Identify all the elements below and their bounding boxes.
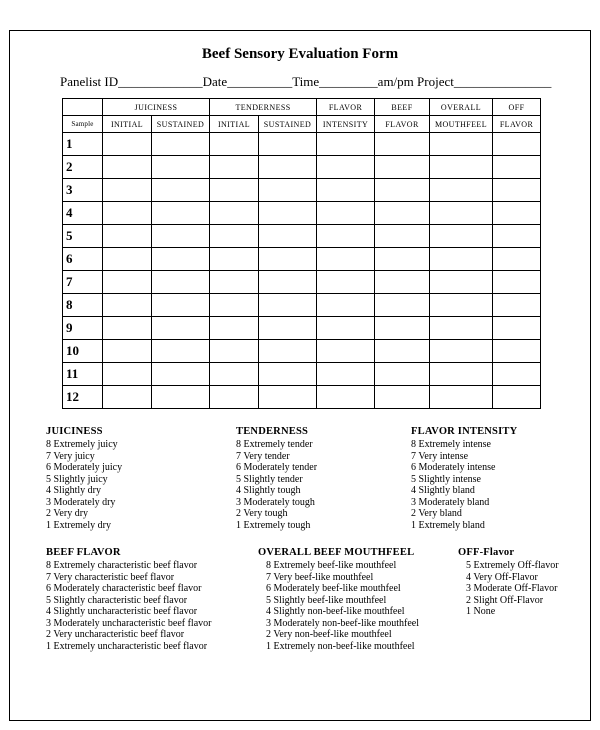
- score-cell-flavor-intensity[interactable]: [317, 179, 375, 202]
- score-cell-overall-mouthfeel[interactable]: [430, 202, 493, 225]
- score-cell-juiciness-initial[interactable]: [103, 133, 152, 156]
- scale-item: 6 Moderately beef-like mouthfeel: [266, 583, 401, 594]
- scale-item: 7 Very beef-like mouthfeel: [266, 571, 374, 583]
- scale-item: 3 Moderately non-beef-like mouthfeel: [266, 617, 419, 629]
- score-cell-tenderness-initial[interactable]: [210, 340, 259, 363]
- scale-items-flavor-intensity: [411, 439, 590, 531]
- score-cell-beef-flavor[interactable]: [375, 271, 430, 294]
- score-cell-flavor-intensity[interactable]: [317, 202, 375, 225]
- score-cell-tenderness-initial[interactable]: [210, 225, 259, 248]
- score-cell-tenderness-sustained[interactable]: [259, 363, 317, 386]
- subheader-tenderness-initial: INITIAL: [210, 116, 259, 133]
- score-cell-off-flavor[interactable]: [493, 386, 541, 409]
- subheader-overall-mouthfeel: MOUTHFEEL: [430, 116, 493, 133]
- table-row: [63, 317, 541, 340]
- sample-number: 1: [63, 133, 103, 156]
- score-cell-off-flavor[interactable]: [493, 202, 541, 225]
- score-cell-flavor-intensity[interactable]: [317, 294, 375, 317]
- scale-item: 6 Moderately juicy: [46, 462, 123, 473]
- scale-item: 3 Moderately uncharacteristic beef flavor: [46, 617, 212, 629]
- scale-title-juiciness: JUICINESS: [46, 426, 103, 437]
- score-cell-beef-flavor[interactable]: [375, 340, 430, 363]
- scale-item: 8 Extremely tender: [236, 439, 313, 450]
- project-field[interactable]: _______________: [453, 74, 552, 89]
- score-cell-flavor-intensity[interactable]: [317, 386, 375, 409]
- score-cell-off-flavor[interactable]: [493, 156, 541, 179]
- panelist-id-label: Panelist ID: [60, 74, 119, 89]
- time-field[interactable]: _________: [319, 74, 378, 89]
- sample-number: 9: [63, 317, 103, 340]
- scale-title-overall-mouthfeel: OVERALL BEEF MOUTHFEEL: [258, 547, 415, 558]
- score-cell-tenderness-sustained[interactable]: [259, 271, 317, 294]
- table-row: [63, 133, 541, 156]
- score-cell-juiciness-initial[interactable]: [103, 156, 152, 179]
- scale-item: 6 Moderately characteristic beef flavor: [46, 583, 202, 594]
- scale-items-juiciness: [46, 439, 236, 531]
- group-header-beef: BEEF: [375, 99, 430, 116]
- scale-item: 7 Very juicy: [46, 450, 95, 462]
- score-cell-flavor-intensity[interactable]: [317, 133, 375, 156]
- score-cell-tenderness-sustained[interactable]: [259, 133, 317, 156]
- table-row: [63, 271, 541, 294]
- ampm-label: am/pm: [377, 74, 414, 89]
- score-cell-beef-flavor[interactable]: [375, 294, 430, 317]
- scale-item: 5 Extremely Off-flavor: [466, 560, 559, 571]
- subheader-flavor-intensity: INTENSITY: [317, 116, 375, 133]
- scale-flavor-intensity: [411, 426, 590, 531]
- score-cell-beef-flavor[interactable]: [375, 363, 430, 386]
- score-cell-overall-mouthfeel[interactable]: [430, 386, 493, 409]
- group-header-row: [63, 99, 541, 116]
- score-cell-overall-mouthfeel[interactable]: [430, 363, 493, 386]
- sample-number: 5: [63, 225, 103, 248]
- form-title: Beef Sensory Evaluation Form: [201, 46, 399, 62]
- scale-item: 1 None: [466, 606, 496, 617]
- score-cell-overall-mouthfeel[interactable]: [430, 317, 493, 340]
- scale-title-off-flavor: OFF-Flavor: [458, 547, 515, 558]
- score-cell-overall-mouthfeel[interactable]: [430, 179, 493, 202]
- scale-item: 8 Extremely beef-like mouthfeel: [266, 560, 397, 571]
- scale-item: 1 Extremely tough: [236, 519, 311, 531]
- header-fill-line: [60, 74, 580, 90]
- scale-item: 6 Moderately intense: [411, 462, 496, 473]
- score-cell-tenderness-initial[interactable]: [210, 133, 259, 156]
- scale-item: 4 Slightly non-beef-like mouthfeel: [266, 606, 405, 617]
- score-cell-flavor-intensity[interactable]: [317, 363, 375, 386]
- score-cell-beef-flavor[interactable]: [375, 225, 430, 248]
- scale-item: 4 Slightly tough: [236, 485, 301, 496]
- score-cell-tenderness-sustained[interactable]: [259, 317, 317, 340]
- score-cell-tenderness-initial[interactable]: [210, 179, 259, 202]
- score-cell-off-flavor[interactable]: [493, 294, 541, 317]
- score-cell-juiciness-sustained[interactable]: [152, 386, 210, 409]
- table-row: [63, 225, 541, 248]
- sample-number: 4: [63, 202, 103, 225]
- score-cell-tenderness-initial[interactable]: [210, 248, 259, 271]
- scale-items-tenderness: [236, 439, 411, 531]
- scale-item: 8 Extremely intense: [411, 439, 491, 450]
- form-page: [9, 30, 591, 721]
- score-cell-beef-flavor[interactable]: [375, 156, 430, 179]
- date-label: Date: [202, 74, 228, 89]
- subheader-juiciness-sustained: SUSTAINED: [152, 116, 210, 133]
- score-cell-tenderness-sustained[interactable]: [259, 340, 317, 363]
- sample-number: 10: [63, 340, 103, 363]
- score-cell-juiciness-sustained[interactable]: [152, 340, 210, 363]
- score-cell-juiciness-sustained[interactable]: [152, 271, 210, 294]
- score-cell-flavor-intensity[interactable]: [317, 271, 375, 294]
- score-cell-juiciness-initial[interactable]: [103, 363, 152, 386]
- score-cell-flavor-intensity[interactable]: [317, 225, 375, 248]
- scale-item: 5 Slightly characteristic beef flavor: [46, 594, 188, 606]
- score-cell-tenderness-sustained[interactable]: [259, 156, 317, 179]
- scale-item: 7 Very intense: [411, 450, 469, 462]
- score-cell-juiciness-initial[interactable]: [103, 202, 152, 225]
- table-row: [63, 363, 541, 386]
- scale-item: 5 Slightly juicy: [46, 473, 108, 485]
- subheader-juiciness-initial: INITIAL: [103, 116, 152, 133]
- scales-row-2: [46, 547, 590, 652]
- table-row: [63, 179, 541, 202]
- score-cell-tenderness-initial[interactable]: [210, 363, 259, 386]
- score-cell-off-flavor[interactable]: [493, 317, 541, 340]
- score-cell-juiciness-sustained[interactable]: [152, 317, 210, 340]
- score-cell-off-flavor[interactable]: [493, 133, 541, 156]
- score-cell-juiciness-initial[interactable]: [103, 340, 152, 363]
- score-cell-overall-mouthfeel[interactable]: [430, 225, 493, 248]
- score-cell-overall-mouthfeel[interactable]: [430, 340, 493, 363]
- score-cell-tenderness-initial[interactable]: [210, 202, 259, 225]
- scale-item: 2 Very non-beef-like mouthfeel: [266, 629, 392, 640]
- sample-number: 8: [63, 294, 103, 317]
- score-cell-overall-mouthfeel[interactable]: [430, 156, 493, 179]
- table-row: [63, 340, 541, 363]
- score-cell-juiciness-initial[interactable]: [103, 179, 152, 202]
- scale-item: 5 Slightly tender: [236, 473, 303, 485]
- scale-title-beef-flavor: BEEF FLAVOR: [46, 547, 121, 558]
- scale-title-flavor-intensity: FLAVOR INTENSITY: [411, 426, 518, 437]
- score-cell-juiciness-initial[interactable]: [103, 317, 152, 340]
- score-cell-tenderness-initial[interactable]: [210, 271, 259, 294]
- scale-tenderness: [236, 426, 411, 531]
- score-cell-flavor-intensity[interactable]: [317, 317, 375, 340]
- scale-items-overall-mouthfeel: [258, 560, 458, 652]
- score-cell-off-flavor[interactable]: [493, 248, 541, 271]
- score-cell-tenderness-initial[interactable]: [210, 386, 259, 409]
- scale-juiciness: [46, 426, 236, 531]
- score-cell-tenderness-initial[interactable]: [210, 317, 259, 340]
- sample-number: 3: [63, 179, 103, 202]
- score-cell-flavor-intensity[interactable]: [317, 340, 375, 363]
- score-cell-off-flavor[interactable]: [493, 179, 541, 202]
- score-cell-juiciness-sustained[interactable]: [152, 202, 210, 225]
- score-cell-overall-mouthfeel[interactable]: [430, 133, 493, 156]
- time-label: Time: [292, 74, 320, 89]
- score-cell-beef-flavor[interactable]: [375, 248, 430, 271]
- scale-off-flavor: [458, 547, 590, 652]
- sample-number: 7: [63, 271, 103, 294]
- subheader-beef-flavor: FLAVOR: [375, 116, 430, 133]
- evaluation-table: [62, 98, 541, 409]
- scale-item: 1 Extremely uncharacteristic beef flavor: [46, 640, 208, 652]
- score-cell-tenderness-sustained[interactable]: [259, 202, 317, 225]
- score-cell-juiciness-sustained[interactable]: [152, 179, 210, 202]
- scale-items-off-flavor: [458, 560, 590, 618]
- score-cell-off-flavor[interactable]: [493, 363, 541, 386]
- score-cell-overall-mouthfeel[interactable]: [430, 294, 493, 317]
- score-cell-beef-flavor[interactable]: [375, 317, 430, 340]
- group-header-juiciness: JUICINESS: [103, 99, 210, 116]
- score-cell-tenderness-initial[interactable]: [210, 156, 259, 179]
- date-field[interactable]: __________: [227, 74, 293, 89]
- scale-item: 7 Very characteristic beef flavor: [46, 571, 175, 583]
- score-cell-flavor-intensity[interactable]: [317, 248, 375, 271]
- group-header-overall: OVERALL: [430, 99, 493, 116]
- scale-items-beef-flavor: [46, 560, 258, 652]
- scale-item: 4 Slightly uncharacteristic beef flavor: [46, 606, 198, 617]
- group-header-off: OFF: [493, 99, 541, 116]
- table-row: [63, 156, 541, 179]
- scale-title-tenderness: TENDERNESS: [236, 426, 309, 437]
- scale-item: 4 Slightly dry: [46, 485, 102, 496]
- table-row: [63, 248, 541, 271]
- sub-header-row: [63, 116, 541, 133]
- score-cell-flavor-intensity[interactable]: [317, 156, 375, 179]
- score-cell-overall-mouthfeel[interactable]: [430, 248, 493, 271]
- panelist-id-field[interactable]: _____________: [118, 74, 203, 89]
- score-cell-juiciness-sustained[interactable]: [152, 248, 210, 271]
- score-cell-juiciness-initial[interactable]: [103, 386, 152, 409]
- table-row: [63, 294, 541, 317]
- score-cell-juiciness-sustained[interactable]: [152, 225, 210, 248]
- scale-item: 7 Very tender: [236, 450, 290, 462]
- score-cell-juiciness-sustained[interactable]: [152, 294, 210, 317]
- scale-item: 2 Slight Off-Flavor: [466, 594, 544, 606]
- scale-item: 8 Extremely characteristic beef flavor: [46, 560, 198, 571]
- score-cell-off-flavor[interactable]: [493, 271, 541, 294]
- scale-item: 2 Very tough: [236, 508, 288, 519]
- subheader-off-flavor: FLAVOR: [493, 116, 541, 133]
- score-cell-off-flavor[interactable]: [493, 225, 541, 248]
- table-row: [63, 202, 541, 225]
- score-cell-tenderness-initial[interactable]: [210, 294, 259, 317]
- sample-number: 2: [63, 156, 103, 179]
- scale-item: 4 Very Off-Flavor: [466, 571, 538, 583]
- scale-item: 1 Extremely non-beef-like mouthfeel: [266, 640, 415, 652]
- group-header-flavor: FLAVOR: [317, 99, 375, 116]
- scale-item: 2 Very dry: [46, 508, 89, 519]
- sample-number: 11: [63, 363, 103, 386]
- scale-item: 5 Slightly beef-like mouthfeel: [266, 594, 387, 606]
- sample-number: 6: [63, 248, 103, 271]
- score-cell-tenderness-sustained[interactable]: [259, 386, 317, 409]
- scale-item: 5 Slightly intense: [411, 473, 481, 485]
- table-row: [63, 386, 541, 409]
- subheader-tenderness-sustained: SUSTAINED: [259, 116, 317, 133]
- score-cell-tenderness-sustained[interactable]: [259, 225, 317, 248]
- scale-item: 6 Moderately tender: [236, 462, 318, 473]
- scale-item: 2 Very uncharacteristic beef flavor: [46, 629, 185, 640]
- score-cell-tenderness-sustained[interactable]: [259, 248, 317, 271]
- scale-item: 1 Extremely bland: [411, 519, 485, 531]
- score-cell-juiciness-initial[interactable]: [103, 248, 152, 271]
- score-cell-juiciness-initial[interactable]: [103, 294, 152, 317]
- scale-item: 4 Slightly bland: [411, 485, 475, 496]
- sample-header: Sample: [63, 116, 103, 133]
- scale-overall-mouthfeel: [258, 547, 458, 652]
- score-cell-juiciness-sustained[interactable]: [152, 133, 210, 156]
- score-cell-juiciness-sustained[interactable]: [152, 363, 210, 386]
- score-cell-beef-flavor[interactable]: [375, 386, 430, 409]
- scale-item: 1 Extremely dry: [46, 519, 111, 531]
- scale-item: 3 Moderately tough: [236, 496, 315, 508]
- score-cell-beef-flavor[interactable]: [375, 179, 430, 202]
- score-cell-juiciness-initial[interactable]: [103, 225, 152, 248]
- score-cell-tenderness-sustained[interactable]: [259, 294, 317, 317]
- scale-item: 3 Moderate Off-Flavor: [466, 583, 558, 594]
- score-cell-juiciness-initial[interactable]: [103, 271, 152, 294]
- scale-item: 3 Moderately dry: [46, 496, 116, 508]
- project-label: Project: [417, 74, 454, 89]
- score-cell-beef-flavor[interactable]: [375, 202, 430, 225]
- scale-beef-flavor: [46, 547, 258, 652]
- scales-row-1: [46, 426, 590, 531]
- table-body: [63, 133, 541, 409]
- sample-number: 12: [63, 386, 103, 409]
- score-cell-overall-mouthfeel[interactable]: [430, 271, 493, 294]
- scale-item: 8 Extremely juicy: [46, 439, 118, 450]
- group-header-tenderness: TENDERNESS: [210, 99, 317, 116]
- corner-cell: [63, 99, 103, 116]
- score-cell-tenderness-sustained[interactable]: [259, 179, 317, 202]
- score-cell-juiciness-sustained[interactable]: [152, 156, 210, 179]
- score-cell-beef-flavor[interactable]: [375, 133, 430, 156]
- scale-item: 3 Moderately bland: [411, 496, 490, 508]
- scale-item: 2 Very bland: [411, 508, 462, 519]
- score-cell-off-flavor[interactable]: [493, 340, 541, 363]
